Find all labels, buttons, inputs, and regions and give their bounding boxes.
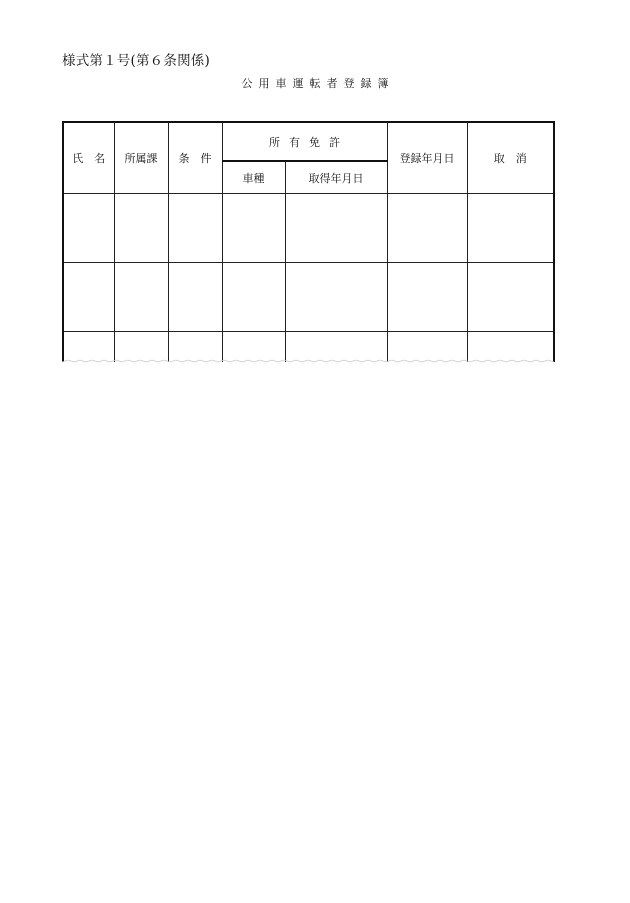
torn-edge	[62, 359, 556, 369]
cell-cancellation	[467, 194, 554, 263]
header-conditions: 条 件	[168, 122, 222, 194]
register-table-area	[62, 121, 554, 366]
table-row	[63, 263, 554, 332]
header-vehicle-type: 車種	[222, 161, 285, 194]
cell-registration-date	[387, 263, 467, 332]
cell-vehicle-type	[222, 263, 285, 332]
header-acquisition-date: 取得年月日	[285, 161, 387, 194]
form-number: 様式第１号(第６条関係)	[62, 53, 210, 69]
cell-acquisition-date	[285, 194, 387, 263]
cell-registration-date	[387, 194, 467, 263]
cell-conditions	[168, 194, 222, 263]
cell-name	[63, 194, 114, 263]
document-title: 公用車運転者登録簿	[241, 77, 395, 90]
cell-department	[114, 263, 168, 332]
header-name: 氏 名	[63, 122, 114, 194]
header-cancellation: 取 消	[467, 122, 554, 194]
register-table	[62, 121, 555, 364]
header-department: 所属課	[114, 122, 168, 194]
cell-acquisition-date	[285, 263, 387, 332]
cell-department	[114, 194, 168, 263]
header-license-group: 所有免許	[222, 122, 387, 161]
table-row	[63, 194, 554, 263]
header-registration-date: 登録年月日	[387, 122, 467, 194]
cell-cancellation	[467, 263, 554, 332]
cell-name	[63, 263, 114, 332]
cell-vehicle-type	[222, 194, 285, 263]
cell-conditions	[168, 263, 222, 332]
